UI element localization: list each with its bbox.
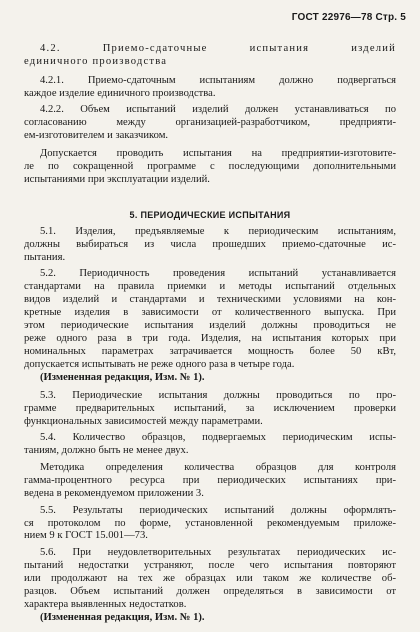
paragraph-line: каждое изделие единичного производства.	[24, 87, 216, 99]
paragraph-line: Методика определения количества образцов для контроля	[40, 461, 396, 473]
amendment-note: (Измененная редакция, Изм. № 1).	[40, 372, 205, 383]
paragraph-line: 5.4. Количество образцов, подвергаемых периодическим испы-	[40, 432, 396, 444]
paragraph-line: ле по сокращенной программе с последующими дополнительными	[24, 160, 396, 172]
paragraph-line: пытаний недостатки устраняют, после чего испытания повторяют	[24, 560, 396, 572]
paragraph-line: испытаниями при эксплуатации изделий.	[24, 173, 210, 185]
paragraph-line: таниям, должно быть не менее двух.	[24, 445, 189, 457]
paragraph-line: должны выбираться из числа прошедших приемо-сдаточные ис-	[24, 238, 396, 250]
page-header: ГОСТ 22976—78 Стр. 5	[291, 12, 406, 23]
paragraph-line: 5.3. Периодические испытания должны проводиться по про-	[40, 389, 396, 401]
paragraph-line: характера выявленных недостатков.	[24, 599, 187, 610]
section-heading-line: 4.2. Приемо-сдаточные испытания изделий	[40, 43, 396, 54]
paragraph-line: ведена в рекомендуемом приложении 3.	[24, 487, 204, 499]
paragraph-line: разцов. Объем испытаний должен определяться в зависимости от	[24, 586, 396, 598]
paragraph-line: ся протоколом по форме, установленной рекомендуемым приложе-	[24, 517, 396, 529]
paragraph-line: 5.5. Результаты периодических испытаний должны оформлять-	[40, 504, 396, 516]
amendment-note: (Измененная редакция, Изм. № 1).	[40, 612, 205, 623]
paragraph-line: 5.6. При неудовлетворительных результатах периодических ис-	[40, 547, 396, 559]
paragraph-line: 4.2.2. Объем испытаний изделий должен устанавливаться по	[40, 104, 396, 116]
paragraph-line: номинальных параметрах затрачивается мощность более 50 кВт,	[24, 346, 396, 357]
paragraph-line: 5.2. Периодичность проведения испытаний устанавливается	[40, 268, 396, 280]
paragraph-line: этом периодические испытания изделий должны проводиться не	[24, 320, 396, 332]
paragraph-line: нием 9 к ГОСТ 15.001—73.	[24, 530, 148, 542]
paragraph-line: Допускается проводить испытания на предприятии-изготовите-	[40, 147, 396, 159]
paragraph-line: видов изделий и стандартами и техническими условиями на кон-	[24, 294, 396, 306]
paragraph-line: грамме предварительных испытаний, за исключением проверки	[24, 402, 396, 414]
paragraph-line: гамма-процентного ресурса при периодических испытаниях при-	[24, 474, 396, 486]
paragraph-line: пытания.	[24, 251, 66, 263]
section-heading-line: единичного производства	[24, 56, 168, 67]
section-title: 5. ПЕРИОДИЧЕСКИЕ ИСПЫТАНИЯ	[129, 209, 291, 220]
paragraph-line: реже одного раза в три года. Изделия, на испытания которых при	[24, 333, 396, 345]
paragraph-line: ем-изготовителем и заказчиком.	[24, 130, 169, 142]
paragraph-line: функциональных зависимостей между параметрами.	[24, 415, 263, 427]
paragraph-line: 5.1. Изделия, предъявляемые к периодическим испытаниям,	[40, 225, 396, 237]
paragraph-line: стандартами на правила приемки и методы испытаний отдельных	[24, 281, 396, 293]
paragraph-line: допускается испытывать не реже одного раза в четыре года.	[24, 359, 295, 370]
paragraph-line: или продолжают на тех же образцах или таком же количестве об-	[24, 573, 396, 585]
paragraph-line: кретные изделия в зависимости от количественного выпуска. При	[24, 307, 396, 319]
paragraph-line: согласованию между организацией-разработчиком, предприяти-	[24, 117, 396, 129]
paragraph-line: 4.2.1. Приемо-сдаточным испытаниям должно подвергаться	[40, 74, 396, 86]
